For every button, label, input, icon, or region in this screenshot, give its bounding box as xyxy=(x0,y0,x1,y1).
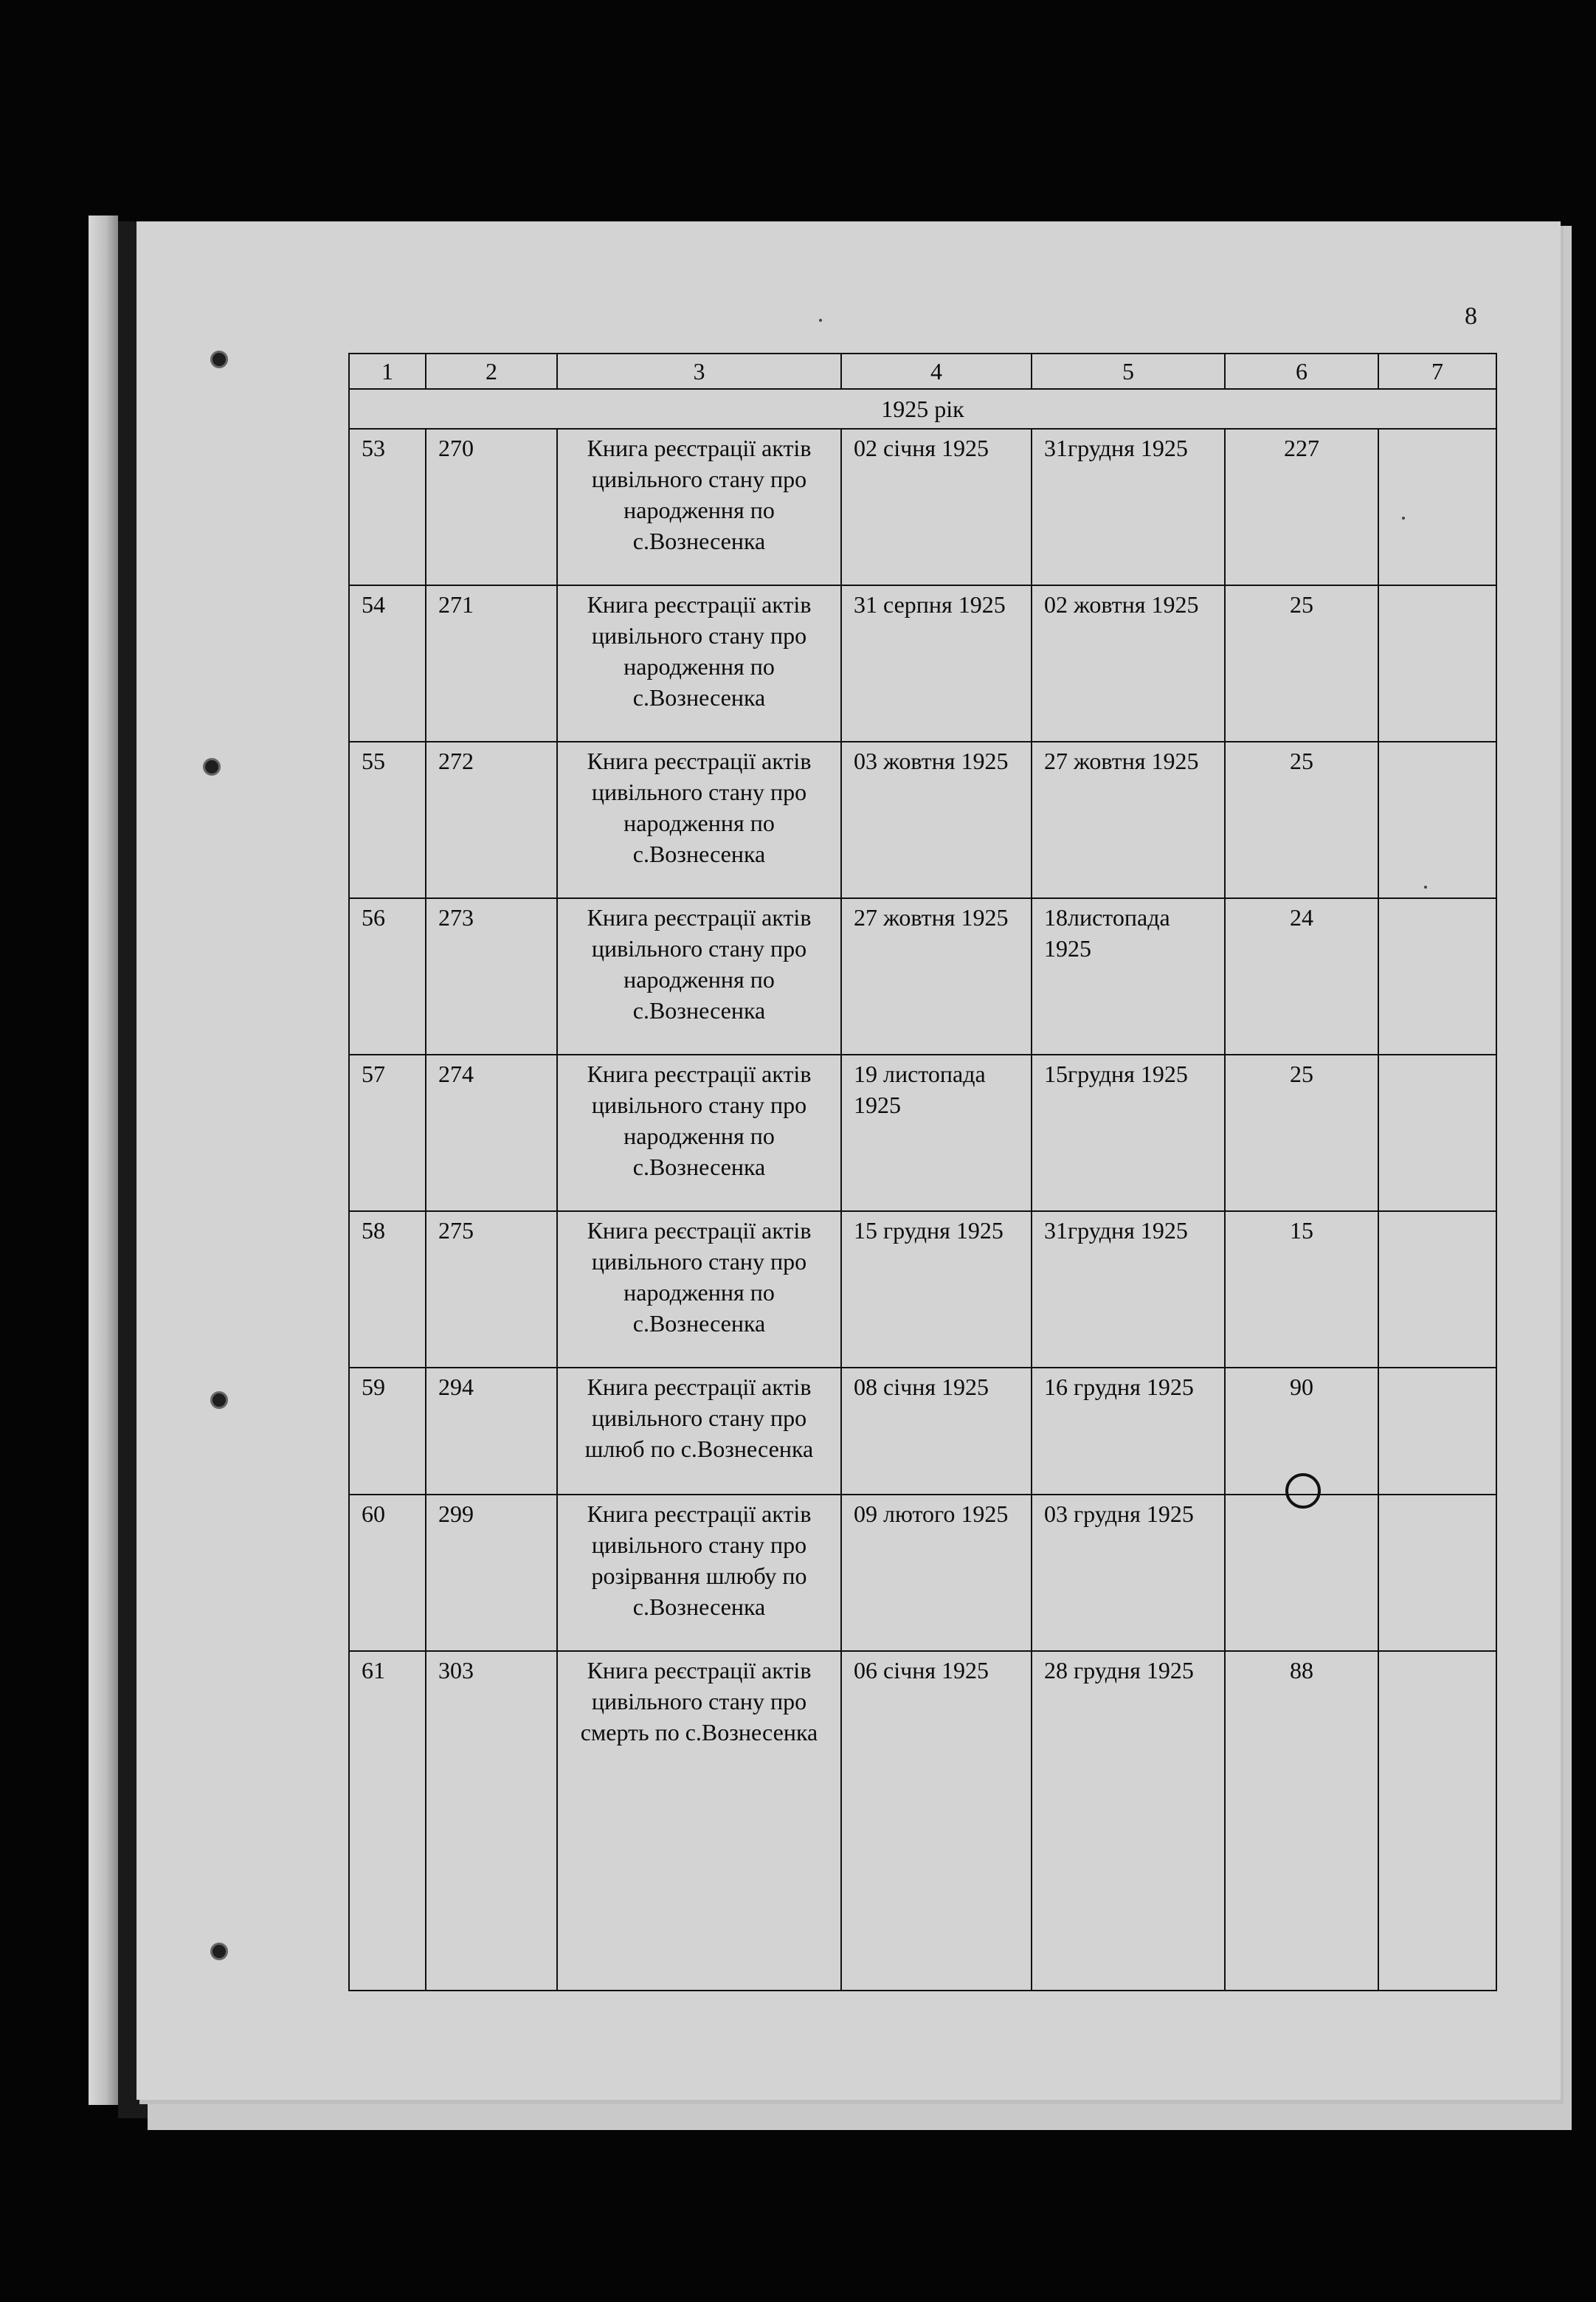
note-cell xyxy=(1378,1368,1496,1495)
start-date: 27 жовтня 1925 xyxy=(841,898,1032,1055)
file-title: Книга реєстрації актів цивільного стану про народження по с.Вознесенка xyxy=(557,742,841,898)
handwritten-mark xyxy=(1285,1473,1321,1509)
speck xyxy=(1402,517,1405,520)
table-row xyxy=(349,429,1496,585)
sheet-count: 227 xyxy=(1225,429,1378,585)
sheet-count: 88 xyxy=(1225,1651,1378,1991)
start-date: 19 листопада 1925 xyxy=(841,1055,1032,1211)
file-code: 271 xyxy=(426,585,557,742)
start-date: 31 серпня 1925 xyxy=(841,585,1032,742)
punch-hole-icon xyxy=(210,1943,228,1960)
row-number: 60 xyxy=(349,1495,426,1651)
file-title: Книга реєстрації актів цивільного стану про народження по с.Вознесенка xyxy=(557,898,841,1055)
note-cell xyxy=(1378,742,1496,898)
punch-hole-icon xyxy=(210,1391,228,1409)
table-row xyxy=(349,1495,1496,1651)
row-number: 58 xyxy=(349,1211,426,1368)
table-row xyxy=(349,585,1496,742)
column-number-row xyxy=(349,354,1496,389)
start-date: 15 грудня 1925 xyxy=(841,1211,1032,1368)
file-code: 299 xyxy=(426,1495,557,1651)
row-number: 53 xyxy=(349,429,426,585)
archive-register-table xyxy=(348,353,1497,1991)
note-cell xyxy=(1378,1055,1496,1211)
sheet-count: 25 xyxy=(1225,1055,1378,1211)
end-date: 31грудня 1925 xyxy=(1032,1211,1225,1368)
file-title: Книга реєстрації актів цивільного стану про смерть по с.Вознесенка xyxy=(557,1651,841,1991)
page-number: 8 xyxy=(1465,303,1477,330)
note-cell xyxy=(1378,1651,1496,1991)
table-row xyxy=(349,1211,1496,1368)
note-cell xyxy=(1378,429,1496,585)
start-date: 08 січня 1925 xyxy=(841,1368,1032,1495)
row-number: 59 xyxy=(349,1368,426,1495)
note-cell xyxy=(1378,1495,1496,1651)
table-row xyxy=(349,898,1496,1055)
sheet-count xyxy=(1225,1495,1378,1651)
end-date: 03 грудня 1925 xyxy=(1032,1495,1225,1651)
sheet-count: 90 xyxy=(1225,1368,1378,1495)
table-row xyxy=(349,1368,1496,1495)
row-number: 56 xyxy=(349,898,426,1055)
row-number: 55 xyxy=(349,742,426,898)
end-date: 18листопада 1925 xyxy=(1032,898,1225,1055)
file-code: 294 xyxy=(426,1368,557,1495)
file-code: 272 xyxy=(426,742,557,898)
file-code: 274 xyxy=(426,1055,557,1211)
row-number: 61 xyxy=(349,1651,426,1991)
row-number: 54 xyxy=(349,585,426,742)
end-date: 16 грудня 1925 xyxy=(1032,1368,1225,1495)
table-row xyxy=(349,1651,1496,1991)
file-title: Книга реєстрації актів цивільного стану про розірвання шлюбу по с.Вознесенка xyxy=(557,1495,841,1651)
sheet-count: 25 xyxy=(1225,742,1378,898)
punch-hole-icon xyxy=(210,351,228,368)
binder-strip xyxy=(89,216,118,2105)
year-label: 1925 рік xyxy=(349,389,1496,429)
row-number: 57 xyxy=(349,1055,426,1211)
file-code: 275 xyxy=(426,1211,557,1368)
year-row xyxy=(349,389,1496,429)
table-row xyxy=(349,1055,1496,1211)
column-header: 2 xyxy=(426,354,557,389)
end-date: 27 жовтня 1925 xyxy=(1032,742,1225,898)
end-date: 15грудня 1925 xyxy=(1032,1055,1225,1211)
punch-hole-icon xyxy=(203,758,221,776)
file-title: Книга реєстрації актів цивільного стану про шлюб по с.Вознесенка xyxy=(557,1368,841,1495)
column-header: 3 xyxy=(557,354,841,389)
start-date: 06 січня 1925 xyxy=(841,1651,1032,1991)
note-cell xyxy=(1378,585,1496,742)
file-title: Книга реєстрації актів цивільного стану про народження по с.Вознесенка xyxy=(557,585,841,742)
end-date: 28 грудня 1925 xyxy=(1032,1651,1225,1991)
note-cell xyxy=(1378,1211,1496,1368)
start-date: 02 січня 1925 xyxy=(841,429,1032,585)
sheet-count: 25 xyxy=(1225,585,1378,742)
column-header: 7 xyxy=(1378,354,1496,389)
sheet-count: 24 xyxy=(1225,898,1378,1055)
column-header: 1 xyxy=(349,354,426,389)
file-title: Книга реєстрації актів цивільного стану про народження по с.Вознесенка xyxy=(557,1055,841,1211)
note-cell xyxy=(1378,898,1496,1055)
file-code: 273 xyxy=(426,898,557,1055)
table-row xyxy=(349,742,1496,898)
column-header: 5 xyxy=(1032,354,1225,389)
file-title: Книга реєстрації актів цивільного стану про народження по с.Вознесенка xyxy=(557,429,841,585)
end-date: 02 жовтня 1925 xyxy=(1032,585,1225,742)
speck xyxy=(1424,886,1427,889)
file-code: 270 xyxy=(426,429,557,585)
column-header: 6 xyxy=(1225,354,1378,389)
end-date: 31грудня 1925 xyxy=(1032,429,1225,585)
sheet-count: 15 xyxy=(1225,1211,1378,1368)
speck xyxy=(819,319,822,322)
file-code: 303 xyxy=(426,1651,557,1991)
start-date: 09 лютого 1925 xyxy=(841,1495,1032,1651)
column-header: 4 xyxy=(841,354,1032,389)
start-date: 03 жовтня 1925 xyxy=(841,742,1032,898)
file-title: Книга реєстрації актів цивільного стану про народження по с.Вознесенка xyxy=(557,1211,841,1368)
